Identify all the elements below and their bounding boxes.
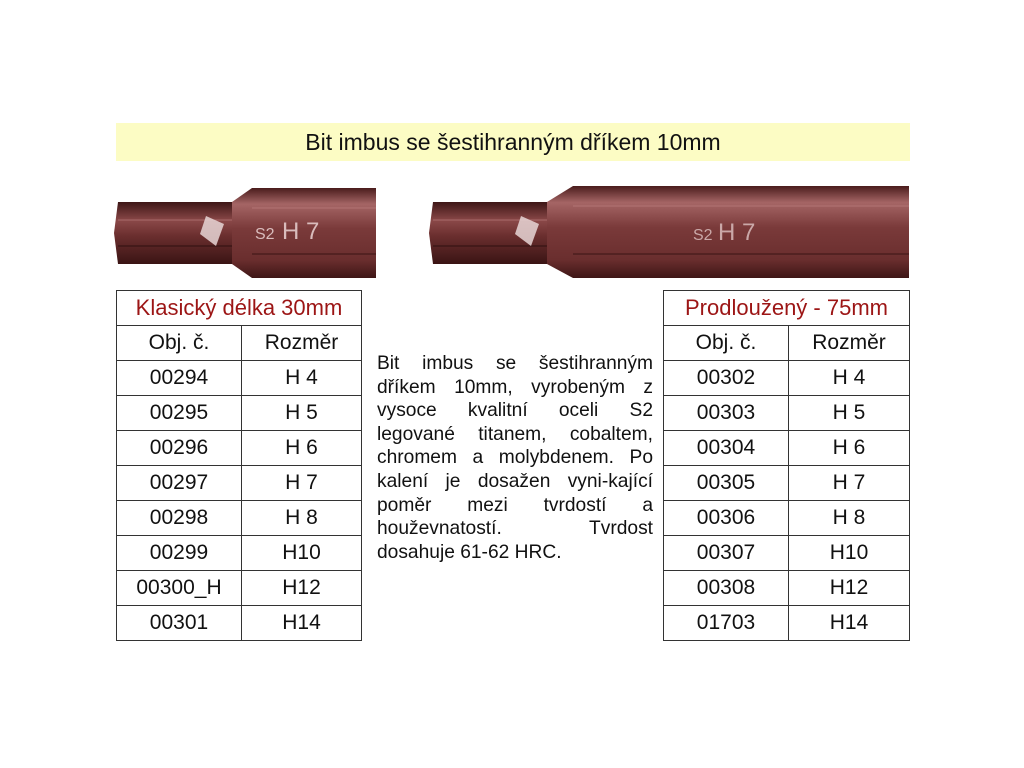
item-size: H10: [789, 536, 910, 571]
item-code: 01703: [664, 606, 789, 641]
item-size: H 5: [789, 396, 910, 431]
table-row: [117, 501, 362, 536]
table-row: [664, 396, 910, 431]
item-code: 00304: [664, 431, 789, 466]
column-header-code: Obj. č.: [117, 326, 242, 361]
item-code: 00305: [664, 466, 789, 501]
table-row: [664, 361, 910, 396]
item-size: H 8: [789, 501, 910, 536]
item-code: 00294: [117, 361, 242, 396]
item-code: 00299: [117, 536, 242, 571]
table-header-row: [664, 291, 910, 326]
column-header-size: Rozměr: [242, 326, 362, 361]
item-size: H 7: [242, 466, 362, 501]
table-header-row: [117, 291, 362, 326]
item-code: 00298: [117, 501, 242, 536]
item-size: H 8: [242, 501, 362, 536]
bit-taper: [232, 188, 252, 278]
column-header-size: Rozměr: [789, 326, 910, 361]
table-column-header-row: [664, 326, 910, 361]
item-size: H10: [242, 536, 362, 571]
table-row: [664, 606, 910, 641]
table-row: [664, 536, 910, 571]
item-size: H 4: [789, 361, 910, 396]
item-size: H 6: [789, 431, 910, 466]
item-size: H14: [789, 606, 910, 641]
item-code: 00303: [664, 396, 789, 431]
product-title: Bit imbus se šestihranným dříkem 10mm: [305, 128, 721, 155]
item-code: 00306: [664, 501, 789, 536]
table-row: [117, 571, 362, 606]
table-row: [117, 536, 362, 571]
classic-table-title: Klasický délka 30mm: [117, 291, 362, 326]
item-code: 00302: [664, 361, 789, 396]
table-row: [117, 606, 362, 641]
extended-75mm-table: [663, 290, 910, 641]
item-code: 00308: [664, 571, 789, 606]
table-column-header-row: [117, 326, 362, 361]
long-bit-s2-marking: S2: [693, 227, 713, 244]
item-code: 00296: [117, 431, 242, 466]
table-row: [117, 466, 362, 501]
item-code: 00300_H: [117, 571, 242, 606]
item-size: H 4: [242, 361, 362, 396]
extended-table-title: Prodloužený - 75mm: [664, 291, 910, 326]
short-hex-bit-image: [112, 176, 380, 288]
item-size: H12: [242, 571, 362, 606]
table-row: [117, 431, 362, 466]
table-row: [117, 396, 362, 431]
item-code: 00301: [117, 606, 242, 641]
item-size: H 6: [242, 431, 362, 466]
table-row: [664, 501, 910, 536]
item-size: H 5: [242, 396, 362, 431]
classic-30mm-table: [116, 290, 362, 641]
table-row: [117, 361, 362, 396]
short-bit-size-marking: H 7: [282, 218, 320, 245]
item-size: H 7: [789, 466, 910, 501]
short-bit-s2-marking: S2: [255, 226, 275, 243]
table-row: [664, 466, 910, 501]
product-description: Bit imbus se šestihranným dříkem 10mm, vyrobeným z vysoce kvalitní oceli S2 legované titanem, cobaltem, chromem a molybdenem. Po kalení je dosažen vyni-kající poměr mezi tvrdostí a houževnatostí. Tvrdost dosahuje 61-62 HRC.: [377, 353, 653, 563]
table-row: [664, 571, 910, 606]
item-code: 00297: [117, 466, 242, 501]
long-bit-size-marking: H 7: [718, 219, 756, 246]
item-size: H14: [242, 606, 362, 641]
item-code: 00295: [117, 396, 242, 431]
bit-taper: [547, 186, 573, 278]
product-title-bar: [116, 123, 910, 161]
column-header-code: Obj. č.: [664, 326, 789, 361]
item-code: 00307: [664, 536, 789, 571]
long-hex-bit-image: [425, 176, 915, 288]
item-size: H12: [789, 571, 910, 606]
table-row: [664, 431, 910, 466]
